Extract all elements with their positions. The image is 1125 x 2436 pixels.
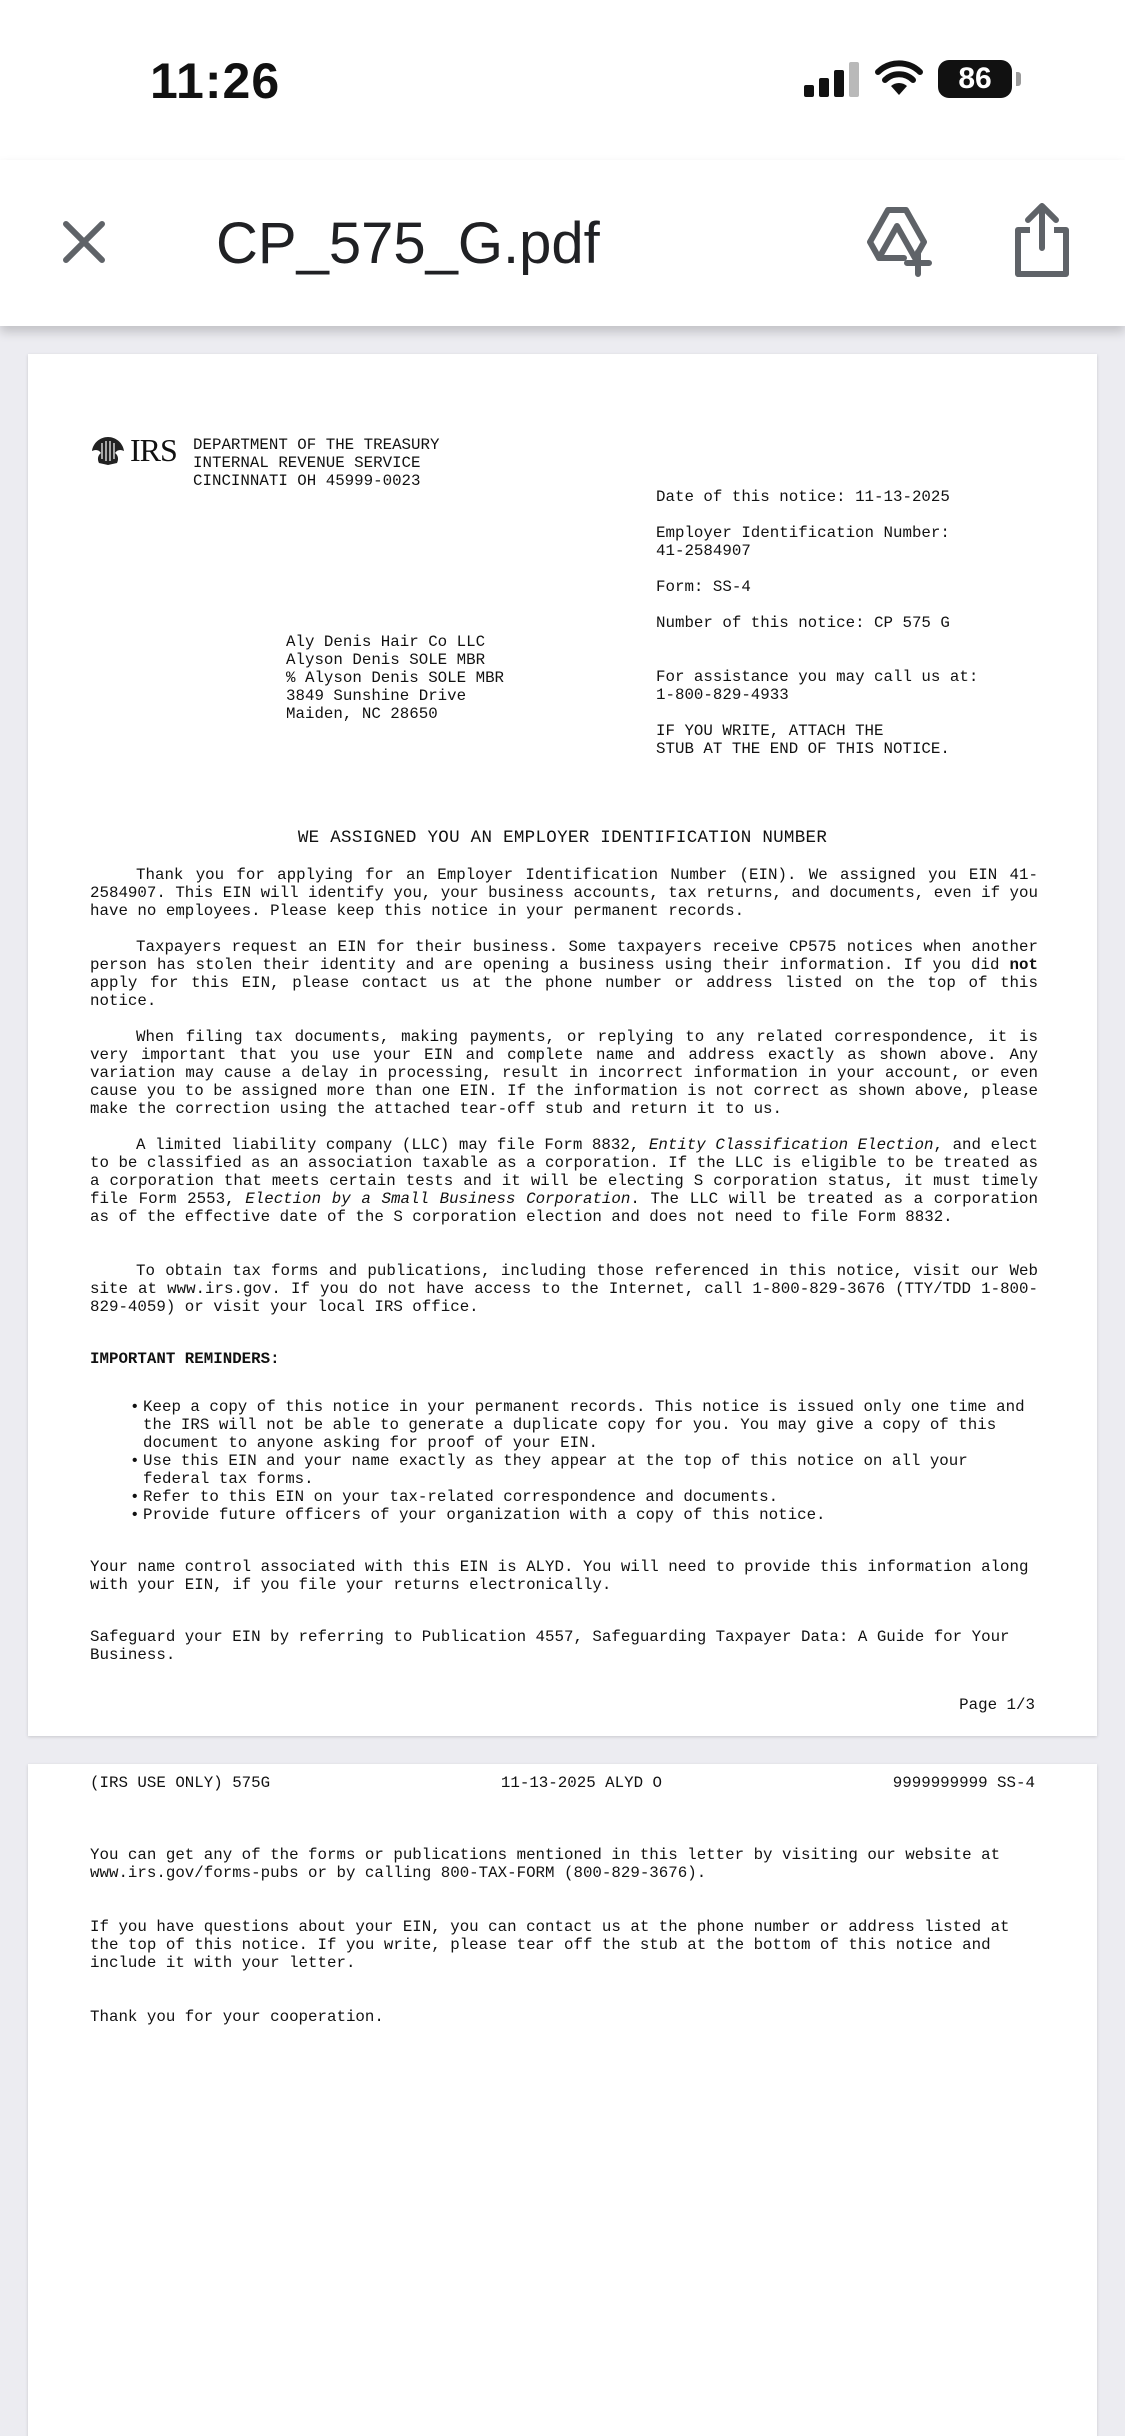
assistance-label: For assistance you may call us at:: [656, 668, 979, 686]
status-icons: [804, 60, 1021, 98]
ein-label: Employer Identification Number:: [656, 524, 950, 542]
battery-tip: [1016, 72, 1021, 86]
body-paragraph: [90, 1262, 1038, 1316]
signal-icon: [804, 61, 860, 97]
notice-number: Number of this notice: CP 575 G: [656, 614, 950, 632]
para-text: apply for this EIN, please contact us at the phone number or address listed on the top of this notice.: [90, 974, 1038, 1010]
form-type: Form: SS-4: [656, 578, 751, 596]
irs-logo-text: IRS: [130, 432, 177, 468]
body-paragraph: [90, 1136, 1038, 1226]
wifi-icon: [874, 60, 924, 98]
irs-logo: [90, 432, 177, 469]
department-address: [193, 436, 439, 490]
pdf-page-1[interactable]: [28, 354, 1097, 1736]
add-to-drive-button[interactable]: [860, 202, 936, 278]
share-icon: [1010, 200, 1074, 280]
page2-body: [90, 1846, 1038, 2026]
status-bar: [0, 0, 1125, 160]
para-italic: Entity Classification Election: [648, 1136, 934, 1154]
address-line: Aly Denis Hair Co LLC: [286, 633, 486, 651]
header-center: 11-13-2025 ALYD O: [500, 1774, 663, 1792]
app-bar: [0, 160, 1125, 326]
para-emphasis: not: [1009, 956, 1038, 974]
page-number: Page 1/3: [959, 1696, 1035, 1714]
notice-date: Date of this notice: 11-13-2025: [656, 488, 950, 506]
reminder-item: • Use this EIN and your name exactly as they appear at the top of this notice on all your federal tax forms.: [130, 1452, 1038, 1488]
dept-line: DEPARTMENT OF THE TREASURY: [193, 436, 440, 454]
ein-value: 41-2584907: [656, 542, 751, 560]
body-paragraph: [90, 866, 1038, 920]
address-line: % Alyson Denis SOLE MBR: [286, 669, 505, 687]
reminders-title: IMPORTANT REMINDERS:: [90, 1350, 280, 1368]
paragraph-thank-you: Thank you for applying for an Employer Identification Number (EIN). We assigned you EIN 41-2584907. This EIN will identify you, your business accounts, tax returns, and documents, even if you have no employees. Please keep this notice in your permanent records.: [90, 866, 1038, 920]
close-icon: [60, 218, 108, 266]
irs-eagle-icon: [90, 435, 126, 467]
page-header: [90, 1774, 1035, 1792]
reminder-item: • Refer to this EIN on your tax-related correspondence and documents.: [130, 1488, 1038, 1506]
document-title: CP_575_G.pdf: [216, 211, 600, 276]
write-instruction: STUB AT THE END OF THIS NOTICE.: [656, 740, 950, 758]
reminder-item: • Keep a copy of this notice in your permanent records. This notice is issued only one time and the IRS will not be able to generate a duplicate copy for you. You may give a copy of this document to anyone asking for proof of your EIN.: [130, 1398, 1038, 1452]
header-right: 9999999999 SS-4: [892, 1774, 1035, 1792]
paragraph-forms-pubs: You can get any of the forms or publications mentioned in this letter by visiting our website at www.irs.gov/forms-pubs or by calling 800-TAX-FORM (800-829-3676).: [90, 1846, 1001, 1882]
paragraph-forms: To obtain tax forms and publications, including those referenced in this notice, visit our Web site at www.irs.gov. If you do not have access to the Internet, call 1-800-829-3676 (TTY/TDD 1-800-829-4059) or visit your local IRS office.: [90, 1262, 1038, 1316]
paragraph-safeguard: Safeguard your EIN by referring to Publication 4557, Safeguarding Taxpayer Data: A Guide for Your Business.: [90, 1628, 1010, 1664]
pdf-page-2[interactable]: [28, 1764, 1097, 2436]
paragraph-name-control: Your name control associated with this EIN is ALYD. You will need to provide this information along with your EIN, if you file your returns electronically.: [90, 1558, 1029, 1594]
battery-icon: [938, 60, 1012, 98]
close-button[interactable]: [52, 210, 116, 274]
dept-line: INTERNAL REVENUE SERVICE: [193, 454, 421, 472]
header-left: (IRS USE ONLY) 575G: [90, 1774, 271, 1792]
address-line: Alyson Denis SOLE MBR: [286, 651, 486, 669]
address-line: Maiden, NC 28650: [286, 705, 438, 723]
reminders-list: [90, 1398, 1038, 1524]
para-italic: Election by a Small Business Corporation: [245, 1190, 631, 1208]
para-text: . The LLC will be treated as a corporation as of the effective date of the S corporation election and does not need to file Form 8832.: [90, 1190, 1039, 1226]
battery-level: 86: [958, 62, 992, 95]
notice-info: [656, 488, 1076, 758]
add-to-drive-icon: [860, 202, 936, 278]
address-line: 3849 Sunshine Drive: [286, 687, 467, 705]
write-instruction: IF YOU WRITE, ATTACH THE: [656, 722, 884, 740]
body-paragraph: [90, 938, 1038, 1010]
status-time: 11:26: [150, 53, 281, 109]
reminder-item: • Provide future officers of your organization with a copy of this notice.: [130, 1506, 1038, 1524]
para-text: Taxpayers request an EIN for their business. Some taxpayers receive CP575 notices when another person has stolen their identity and are opening a business using their information. If you did: [90, 938, 1038, 974]
assistance-phone: 1-800-829-4933: [656, 686, 789, 704]
dept-line: CINCINNATI OH 45999-0023: [193, 472, 421, 490]
para-text: A limited liability company (LLC) may file Form 8832,: [136, 1136, 640, 1154]
para-text: , and elect to be classified as an association taxable as a corporation. If the LLC is eligible to be treated as a corporation that meets certain tests and it will be electing S corporation status, it must timely file Form 2553,: [90, 1136, 1038, 1208]
paragraph-thanks: Thank you for your cooperation.: [90, 2008, 384, 2026]
body-paragraph: [90, 1628, 1038, 1664]
paragraph-identity: [90, 938, 1038, 1010]
share-button[interactable]: [1010, 200, 1074, 280]
recipient-address: [286, 633, 504, 723]
paragraph-filing: When filing tax documents, making payments, or replying to any related correspondence, it is very important that you use your EIN and complete name and address exactly as shown above. Any variation may cause a delay in processing, result in incorrect information in your account, or even cause you to be assigned more than one EIN. If the information is not correct as shown above, please make the correction using the attached tear-off stub and return it to us.: [90, 1028, 1038, 1118]
paragraph-llc: [90, 1136, 1038, 1226]
body-paragraph: [90, 1028, 1038, 1118]
paragraph-questions: If you have questions about your EIN, you can contact us at the phone number or address listed at the top of this notice. If you write, please tear off the stub at the bottom of this notice and include it with your letter.: [90, 1918, 1010, 1972]
body-paragraph: [90, 1558, 1038, 1594]
reminders-section: [90, 1350, 1038, 1368]
notice-headline: WE ASSIGNED YOU AN EMPLOYER IDENTIFICATION NUMBER: [297, 828, 828, 848]
